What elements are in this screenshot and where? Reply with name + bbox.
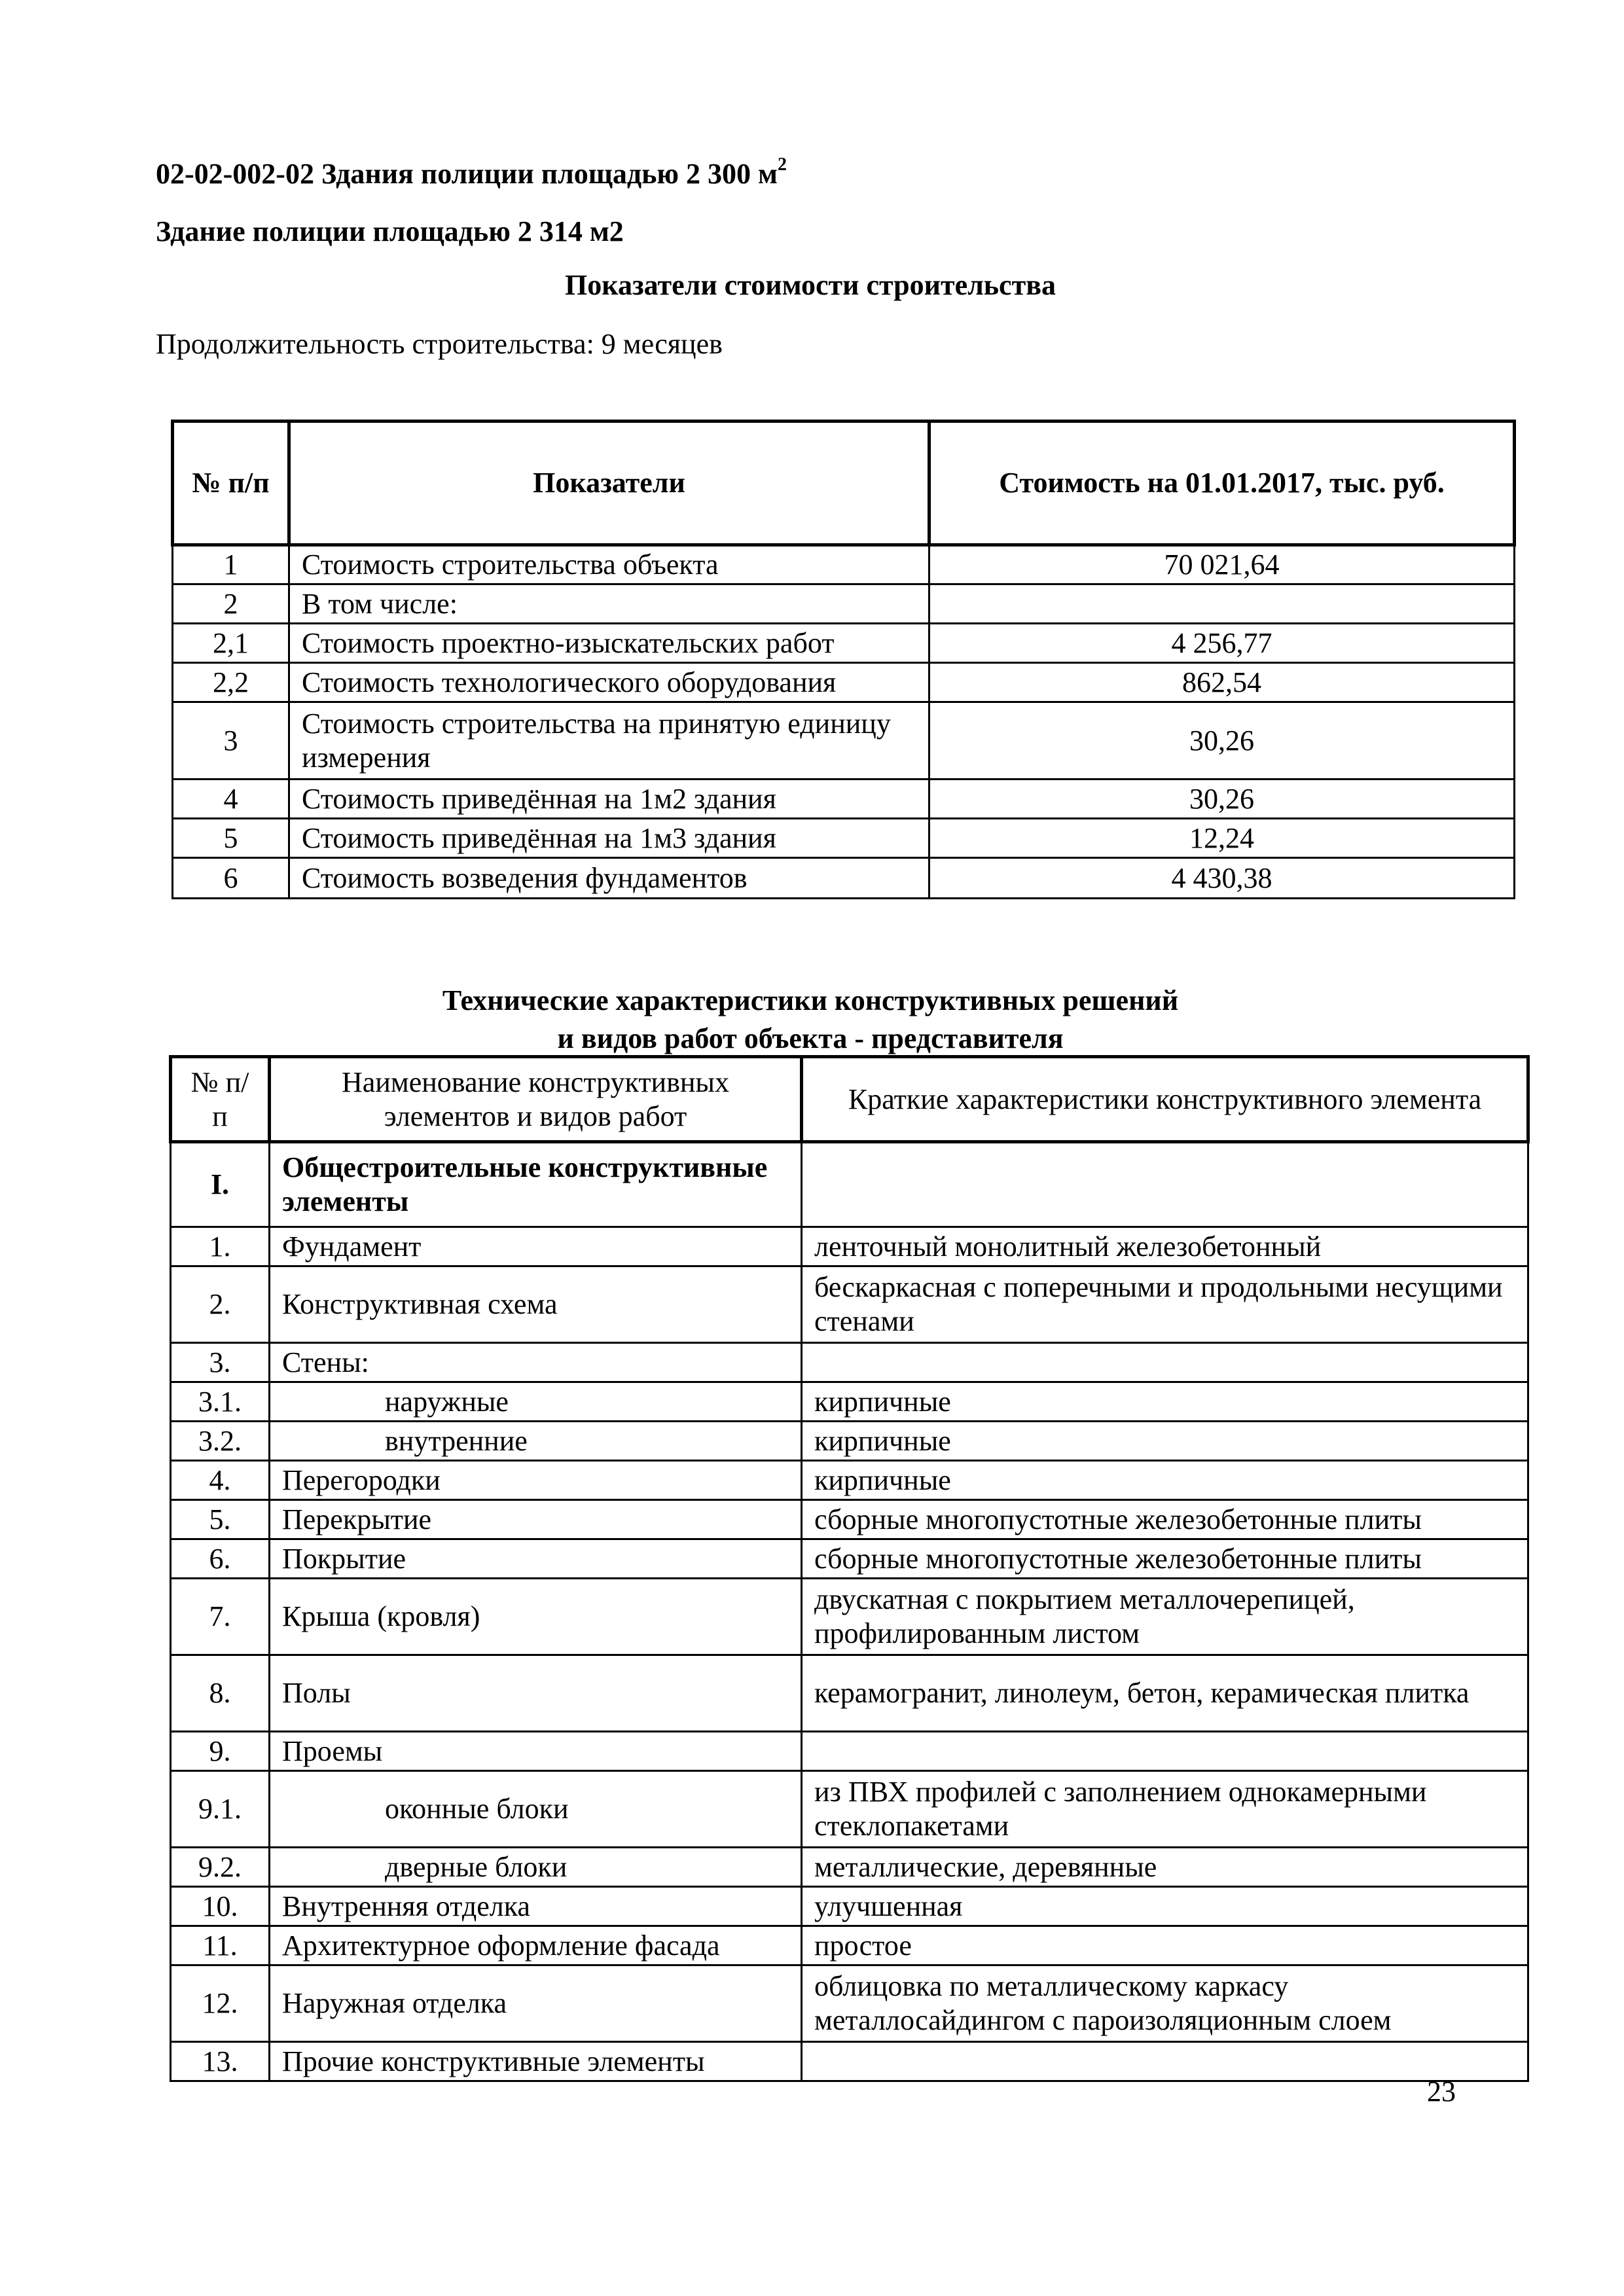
row-characteristics: [802, 1142, 1528, 1227]
table-header-row: [171, 1057, 1528, 1142]
row-number: 12.: [171, 1965, 270, 2042]
table-header-row: [173, 422, 1515, 545]
row-number: 4.: [171, 1461, 270, 1500]
row-element: Проемы: [270, 1732, 802, 1771]
row-number: 2,2: [173, 663, 289, 702]
row-characteristics: кирпичные: [802, 1422, 1528, 1461]
column-header-cost: Стоимость на 01.01.2017, тыс. руб.: [929, 422, 1515, 545]
row-element: дверные блоки: [270, 1848, 802, 1887]
row-element: Перекрытие: [270, 1500, 802, 1539]
table-row: [171, 1266, 1528, 1343]
row-characteristics: бескаркасная с поперечными и продольными несущими стенами: [802, 1266, 1528, 1343]
table-row: [171, 1227, 1528, 1266]
table-row: [171, 2042, 1528, 2081]
column-header-number: № п/п: [173, 422, 289, 545]
table-row: [171, 1848, 1528, 1887]
row-element: Конструктивная схема: [270, 1266, 802, 1343]
row-characteristics: кирпичные: [802, 1382, 1528, 1422]
row-value: 862,54: [929, 663, 1515, 702]
table-row: [173, 780, 1515, 819]
row-value: 30,26: [929, 780, 1515, 819]
table-row: [171, 1887, 1528, 1926]
row-characteristics: простое: [802, 1926, 1528, 1965]
row-number: 4: [173, 780, 289, 819]
row-number: 7.: [171, 1579, 270, 1655]
table-row: [173, 858, 1515, 899]
row-number: 9.1.: [171, 1771, 270, 1848]
row-number: 3.2.: [171, 1422, 270, 1461]
column-header-element: Наименование конструктивных элементов и видов работ: [270, 1057, 802, 1142]
row-number: 2: [173, 584, 289, 624]
table-row: [171, 1382, 1528, 1422]
row-number: I.: [171, 1142, 270, 1227]
tech-section-title-line1: Технические характеристики конструктивных решений: [442, 984, 1179, 1016]
row-number: 8.: [171, 1655, 270, 1732]
row-characteristics: сборные многопустотные железобетонные плиты: [802, 1500, 1528, 1539]
row-number: 5.: [171, 1500, 270, 1539]
row-number: 10.: [171, 1887, 270, 1926]
table-row: [173, 584, 1515, 624]
column-header-number: № п/п: [171, 1057, 270, 1142]
table-row: [171, 1343, 1528, 1382]
row-characteristics: керамогранит, линолеум, бетон, керамическая плитка: [802, 1655, 1528, 1732]
row-indicator: Стоимость строительства на принятую единицу измерения: [289, 702, 929, 780]
document-code-title: 02-02-002-02 Здания полиции площадью 2 300 $м^2$: [156, 154, 787, 190]
table-row: [171, 1579, 1528, 1655]
column-header-indicator: Показатели: [289, 422, 929, 545]
row-value: 30,26: [929, 702, 1515, 780]
page-number: 23: [1427, 2075, 1456, 2108]
row-characteristics: двускатная с покрытием металлочерепицей, профилированным листом: [802, 1579, 1528, 1655]
row-number: 3.1.: [171, 1382, 270, 1422]
row-indicator: В том числе:: [289, 584, 929, 624]
table-row: [173, 663, 1515, 702]
row-element: Крыша (кровля): [270, 1579, 802, 1655]
table-row: [173, 819, 1515, 858]
row-characteristics: [802, 1732, 1528, 1771]
table-row: [171, 1142, 1528, 1227]
tech-characteristics-table: [169, 1055, 1530, 2082]
row-number: 13.: [171, 2042, 270, 2081]
row-number: 11.: [171, 1926, 270, 1965]
table-row: [171, 1655, 1528, 1732]
row-element: внутренние: [270, 1422, 802, 1461]
column-header-characteristics: Краткие характеристики конструктивного элемента: [802, 1057, 1528, 1142]
table-row: [171, 1926, 1528, 1965]
table-row: [171, 1500, 1528, 1539]
row-indicator: Стоимость возведения фундаментов: [289, 858, 929, 899]
row-element: Внутренняя отделка: [270, 1887, 802, 1926]
row-characteristics: из ПВХ профилей с заполнением однокамерными стеклопакетами: [802, 1771, 1528, 1848]
row-indicator: Стоимость строительства объекта: [289, 545, 929, 584]
row-characteristics: улучшенная: [802, 1887, 1528, 1926]
row-number: 2,1: [173, 624, 289, 663]
row-characteristics: сборные многопустотные железобетонные плиты: [802, 1539, 1528, 1579]
row-characteristics: [802, 1343, 1528, 1382]
row-indicator: Стоимость приведённая на 1м2 здания: [289, 780, 929, 819]
section-title: Показатели стоимости строительства: [565, 269, 1056, 301]
row-element: наружные: [270, 1382, 802, 1422]
construction-duration: Продолжительность строительства: 9 месяцев: [156, 328, 723, 360]
table-row: [173, 545, 1515, 584]
row-number: 9.2.: [171, 1848, 270, 1887]
row-value: 4 430,38: [929, 858, 1515, 899]
cost-indicators-table: [171, 420, 1516, 899]
table-row: [173, 702, 1515, 780]
row-indicator: Стоимость приведённая на 1м3 здания: [289, 819, 929, 858]
tech-section-title-line2: и видов работ объекта - представителя: [557, 1022, 1064, 1054]
row-element: Полы: [270, 1655, 802, 1732]
table-row: [171, 1771, 1528, 1848]
table-row: [171, 1539, 1528, 1579]
row-element: Прочие конструктивные элементы: [270, 2042, 802, 2081]
row-indicator: Стоимость проектно-изыскательских работ: [289, 624, 929, 663]
row-number: 3: [173, 702, 289, 780]
table-row: [171, 1422, 1528, 1461]
row-number: 2.: [171, 1266, 270, 1343]
object-title: Здание полиции площадью 2 314 м2: [156, 215, 624, 247]
row-characteristics: облицовка по металлическому каркасу металлосайдингом с пароизоляционным слоем: [802, 1965, 1528, 2042]
row-value: 4 256,77: [929, 624, 1515, 663]
row-element: оконные блоки: [270, 1771, 802, 1848]
table-row: [173, 624, 1515, 663]
row-characteristics: ленточный монолитный железобетонный: [802, 1227, 1528, 1266]
row-characteristics: [802, 2042, 1528, 2081]
row-number: 1: [173, 545, 289, 584]
row-number: 1.: [171, 1227, 270, 1266]
row-number: 9.: [171, 1732, 270, 1771]
row-element: Наружная отделка: [270, 1965, 802, 2042]
row-value: 12,24: [929, 819, 1515, 858]
row-characteristics: металлические, деревянные: [802, 1848, 1528, 1887]
row-element: Покрытие: [270, 1539, 802, 1579]
table-row: [171, 1965, 1528, 2042]
row-element: Общестроительные конструктивные элементы: [270, 1142, 802, 1227]
table-row: [171, 1732, 1528, 1771]
row-value: 70 021,64: [929, 545, 1515, 584]
row-indicator: Стоимость технологического оборудования: [289, 663, 929, 702]
row-element: Перегородки: [270, 1461, 802, 1500]
row-number: 3.: [171, 1343, 270, 1382]
row-characteristics: кирпичные: [802, 1461, 1528, 1500]
row-number: 6: [173, 858, 289, 899]
table-row: [171, 1461, 1528, 1500]
row-number: 5: [173, 819, 289, 858]
row-element: Фундамент: [270, 1227, 802, 1266]
tech-section-title: [156, 982, 1465, 1058]
row-value: [929, 584, 1515, 624]
row-element: Архитектурное оформление фасада: [270, 1926, 802, 1965]
row-number: 6.: [171, 1539, 270, 1579]
row-element: Стены:: [270, 1343, 802, 1382]
